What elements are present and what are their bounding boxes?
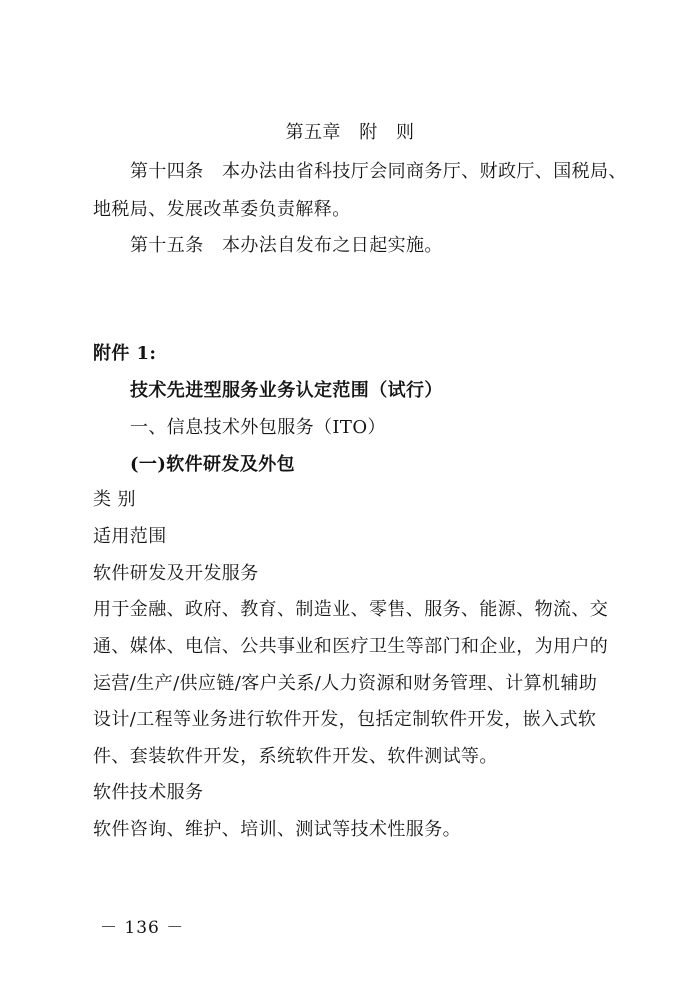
column-category-header: 类 别 xyxy=(93,489,136,510)
article-14-line-2: 地税局、发展改革委负责解释。 xyxy=(93,199,351,220)
chapter-title: 第五章 附 则 xyxy=(285,122,415,143)
item-scope-line: 通、媒体、电信、公共事业和医疗卫生等部门和企业，为用户的 xyxy=(93,636,609,657)
item-scope-line: 软件咨询、维护、培训、测试等技术性服务。 xyxy=(93,819,461,840)
article-14-line-1: 第十四条 本办法由省科技厅会同商务厅、财政厅、国税局、 xyxy=(130,161,627,182)
attachment-label: 附件 1: xyxy=(93,343,157,364)
article-15-line-1: 第十五条 本办法自发布之日起实施。 xyxy=(130,235,443,256)
item-category: 软件技术服务 xyxy=(93,782,204,803)
item-scope-line: 件、套装软件开发，系统软件开发、软件测试等。 xyxy=(93,746,498,767)
page-number: － 136 － xyxy=(100,918,185,938)
subsection-heading: (一)软件研发及外包 xyxy=(130,454,296,475)
item-scope-line: 设计/工程等业务进行软件开发，包括定制软件开发，嵌入式软 xyxy=(93,709,597,730)
section-heading: 一、信息技术外包服务（ITO） xyxy=(130,417,386,438)
item-category: 软件研发及开发服务 xyxy=(93,563,259,584)
column-scope-header: 适用范围 xyxy=(93,526,167,547)
attachment-title: 技术先进型服务业务认定范围（试行） xyxy=(130,380,443,401)
item-scope-line: 用于金融、政府、教育、制造业、零售、服务、能源、物流、交 xyxy=(93,599,609,620)
item-scope-line: 运营/生产/供应链/客户关系/人力资源和财务管理、计算机辅助 xyxy=(93,673,598,694)
